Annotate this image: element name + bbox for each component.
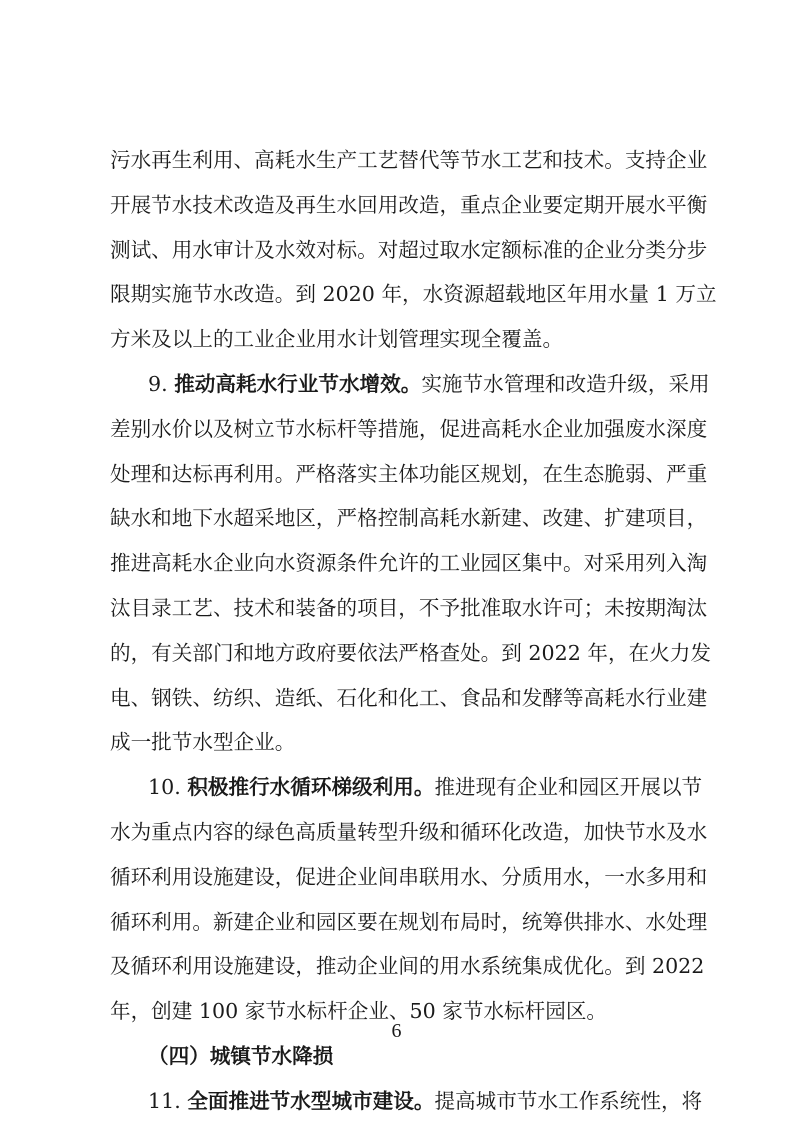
- paragraph-item-11: [110, 1079, 703, 1124]
- text-line: 循环利用。新建企业和园区要在规划布局时，统筹供排水、水处理: [110, 909, 708, 934]
- item-heading-line: [110, 1079, 703, 1124]
- text-line: 成一批节水型企业。: [110, 730, 296, 755]
- body-text: [110, 138, 717, 1124]
- text-line: 差别水价以及树立节水标杆等措施，促进高耗水企业加强废水深度: [110, 416, 708, 441]
- text-line: 缺水和地下水超采地区，严格控制高耗水新建、改建、扩建项目，: [110, 506, 708, 531]
- paragraph-item-9: [110, 362, 711, 765]
- item-heading-rest: 实施节水管理和改造升级，采用: [421, 371, 710, 396]
- text-line: 年，创建 100 家节水标杆企业、50 家节水标杆园区。: [110, 999, 608, 1024]
- text-line: 测试、用水审计及水效对标。对超过取水定额标准的企业分类分步: [110, 237, 708, 262]
- text-line: 限期实施节水改造。到 2020 年，水资源超载地区年用水量 1 万立: [110, 282, 717, 307]
- text-line: 推进高耗水企业向水资源条件允许的工业园区集中。对采用列入淘: [110, 551, 708, 576]
- item-heading-rest: 提高城市节水工作系统性，将: [434, 1088, 703, 1113]
- item-heading-line: [110, 362, 710, 407]
- section-heading: （四）城镇节水降损: [148, 1043, 334, 1068]
- text-line: 电、钢铁、纺织、造纸、石化和化工、食品和发酵等高耗水行业建: [110, 685, 708, 710]
- item-number: 10.: [148, 775, 181, 800]
- text-line: 汰目录工艺、技术和装备的项目，不予批准取水许可；未按期淘汰: [110, 595, 708, 620]
- text-line: 开展节水技术改造及再生水回用改造，重点企业要定期开展水平衡: [110, 192, 708, 217]
- item-heading: 推动高耗水行业节水增效。: [174, 371, 422, 396]
- item-number: 9.: [148, 371, 168, 396]
- text-line: 及循环利用设施建设，推动企业间的用水系统集成优化。到 2022: [110, 954, 705, 979]
- text-line: 水为重点内容的绿色高质量转型升级和循环化改造，加快节水及水: [110, 819, 708, 844]
- text-line: 处理和达标再利用。严格落实主体功能区规划，在生态脆弱、严重: [110, 461, 708, 486]
- page-number: 6: [391, 1020, 402, 1042]
- text-line: 方米及以上的工业企业用水计划管理实现全覆盖。: [110, 327, 564, 352]
- text-line: 循环利用设施建设，促进企业间串联用水、分质用水，一水多用和: [110, 864, 708, 889]
- item-heading-line: [110, 765, 703, 810]
- item-heading: 积极推行水循环梯级利用。: [187, 775, 435, 800]
- text-line: 的，有关部门和地方政府要依法严格查处。到 2022 年，在火力发: [110, 640, 711, 665]
- item-heading-rest: 推进现有企业和园区开展以节: [434, 775, 703, 800]
- paragraph-continuation: [110, 138, 717, 362]
- text-line: 污水再生利用、高耗水生产工艺替代等节水工艺和技术。支持企业: [110, 148, 708, 172]
- paragraph-item-10: [110, 765, 708, 1034]
- item-heading: 全面推进节水型城市建设。: [187, 1088, 435, 1113]
- item-number: 11.: [148, 1088, 181, 1113]
